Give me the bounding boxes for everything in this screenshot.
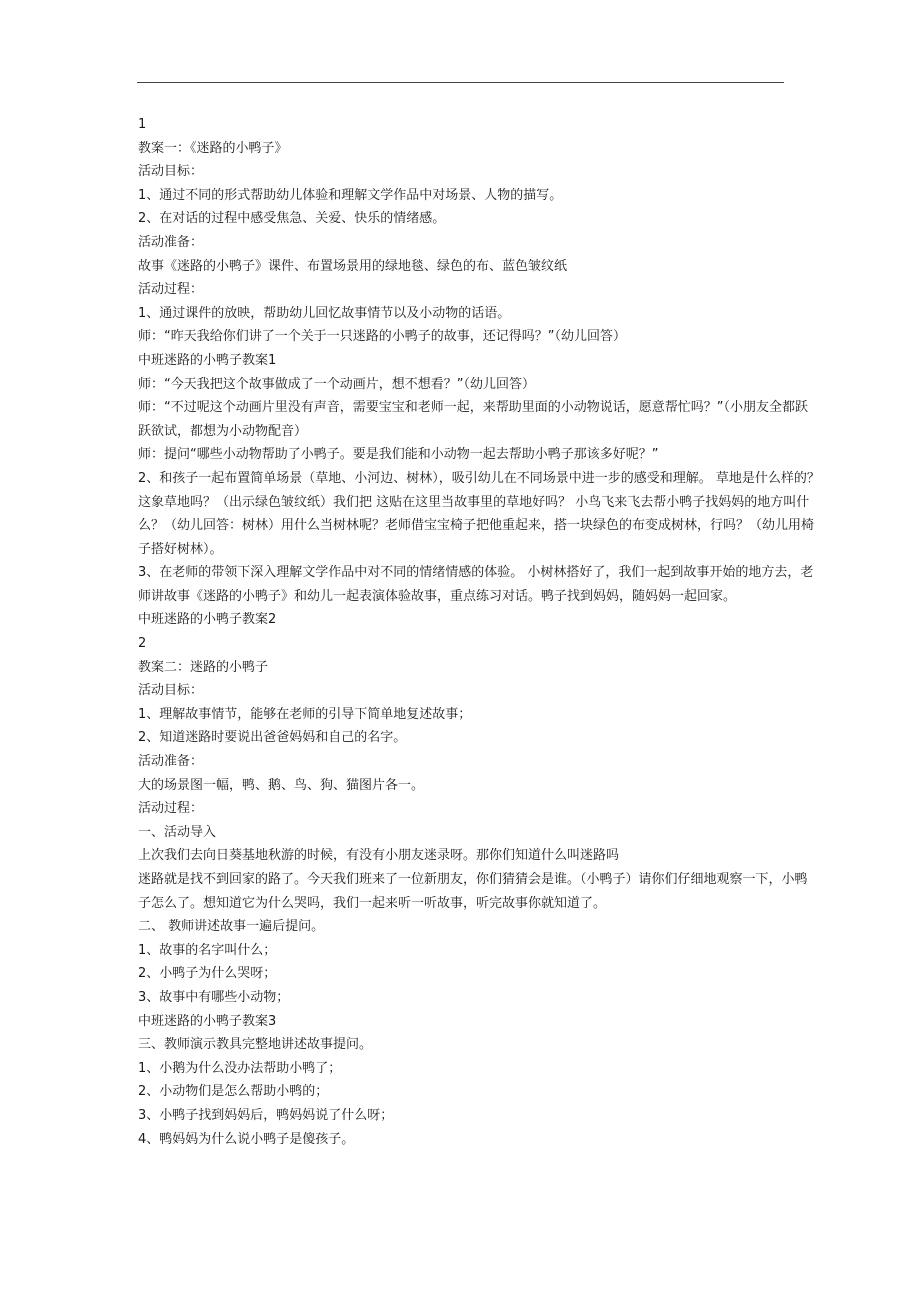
text-line: 2、知道迷路时要说出爸爸妈妈和自己的名字。 xyxy=(138,730,407,746)
text-line: 2 xyxy=(138,636,147,652)
text-line: 2、在对话的过程中感受焦急、关爱、快乐的情绪感。 xyxy=(138,211,446,227)
text-line: 1、通过不同的形式帮助幼儿体验和理解文学作品中对场景、人物的描写。 xyxy=(138,187,563,203)
text-line: 教案二：迷路的小鸭子 xyxy=(138,659,269,675)
text-line: 师：“今天我把这个故事做成了一个动画片，想不想看？”（幼儿回答） xyxy=(138,376,535,392)
text-line: 教案一：《迷路的小鸭子》 xyxy=(138,140,288,156)
text-line: 迷路就是找不到回家的路了。今天我们班来了一位新朋友，你们猜猜会是谁。（小鸭子）请你们仔细地观察一下，小鸭 xyxy=(138,872,808,887)
text-line: 中班迷路的小鸭子教案2 xyxy=(138,612,277,628)
text-line: 活动目标： xyxy=(138,164,204,180)
text-line: 中班迷路的小鸭子教案3 xyxy=(138,1013,277,1029)
header-rule xyxy=(137,82,784,83)
text-line: 子怎么了。想知道它为什么哭吗，我们一起来听一听故事，听完故事你就知道了。 xyxy=(138,895,607,911)
text-line: 上次我们去向日葵基地秋游的时候，有没有小朋友迷录呀。那你们知道什么叫迷路吗 xyxy=(138,848,620,864)
text-line: 1、理解故事情节，能够在老师的引导下简单地复述故事； xyxy=(138,706,472,722)
text-line: 1、通过课件的放映，帮助幼儿回忆故事情节以及小动物的话语。 xyxy=(138,305,511,321)
text-line: 1、故事的名字叫什么； xyxy=(138,942,277,958)
text-line: 活动目标： xyxy=(138,683,204,699)
text-line: 一、活动导入 xyxy=(138,824,217,840)
text-line: 师讲故事《迷路的小鸭子》和幼儿一起表演体验故事，重点练习对话。鸭子找到妈妈，随妈妈一起回家。 xyxy=(138,588,737,604)
text-line: 2、小动物们是怎么帮助小鸭的； xyxy=(138,1084,329,1100)
text-line: 3、小鸭子找到妈妈后，鸭妈妈说了什么呀； xyxy=(138,1107,394,1123)
text-line: 活动过程： xyxy=(138,801,204,817)
text-line: 三、教师演示教具完整地讲述故事提问。 xyxy=(138,1037,373,1053)
text-line: 师：提问“哪些小动物帮助了小鸭子。要是我们能和小动物一起去帮助小鸭子那该多好呢？” xyxy=(138,447,659,463)
text-line: 这象草地吗？（出示绿色皱纹纸）我们把 这贴在这里当故事里的草地好吗？ 小鸟飞来飞去帮小鸭子找妈妈的地方叫什 xyxy=(138,494,810,510)
text-line: 二、 教师讲述故事一遍后提问。 xyxy=(138,919,325,935)
text-line: 活动准备： xyxy=(138,234,204,250)
text-line: 中班迷路的小鸭子教案1 xyxy=(138,352,277,368)
text-line: 么？（幼儿回答：树林）用什么当树林呢？老师借宝宝椅子把他重起来，搭一块绿色的布变成树林，行吗？（幼儿用椅 xyxy=(138,518,815,534)
document-body xyxy=(138,113,820,1151)
text-line: 师：“不过呢这个动画片里没有声音，需要宝宝和老师一起，来帮助里面的小动物说话，愿意帮忙吗？”（小朋友全都跃 xyxy=(138,400,808,416)
text-line: 3、故事中有哪些小动物； xyxy=(138,989,290,1005)
text-line: 师：“昨天我给你们讲了一个关于一只迷路的小鸭子的故事，还记得吗？”（幼儿回答） xyxy=(138,329,626,345)
text-line: 故事《迷路的小鸭子》课件、布置场景用的绿地毯、绿色的布、蓝色皱纹纸 xyxy=(138,258,568,274)
text-line: 大的场景图一幅，鸭、鹅、鸟、狗、猫图片各一。 xyxy=(138,777,425,793)
text-line: 1、小鹅为什么没办法帮助小鸭了； xyxy=(138,1060,342,1076)
text-line: 活动准备： xyxy=(138,754,204,770)
text-line: 1 xyxy=(138,117,147,132)
text-line: 3、在老师的带领下深入理解文学作品中对不同的情绪情感的体验。 小树林搭好了，我们一起到故事开始的地方去，老 xyxy=(138,565,814,581)
text-line: 2、小鸭子为什么哭呀； xyxy=(138,966,277,982)
text-line: 2、和孩子一起布置简单场景（草地、小河边、树林），吸引幼儿在不同场景中进一步的感受和理解。 草地是什么样的？ xyxy=(138,470,820,486)
text-line: 子搭好树林）。 xyxy=(138,541,223,557)
text-line: 活动过程： xyxy=(138,282,204,298)
text-line: 跃欲试，都想为小动物配音） xyxy=(138,423,308,439)
text-line: 4、鸭妈妈为什么说小鸭子是傻孩子。 xyxy=(138,1131,355,1147)
